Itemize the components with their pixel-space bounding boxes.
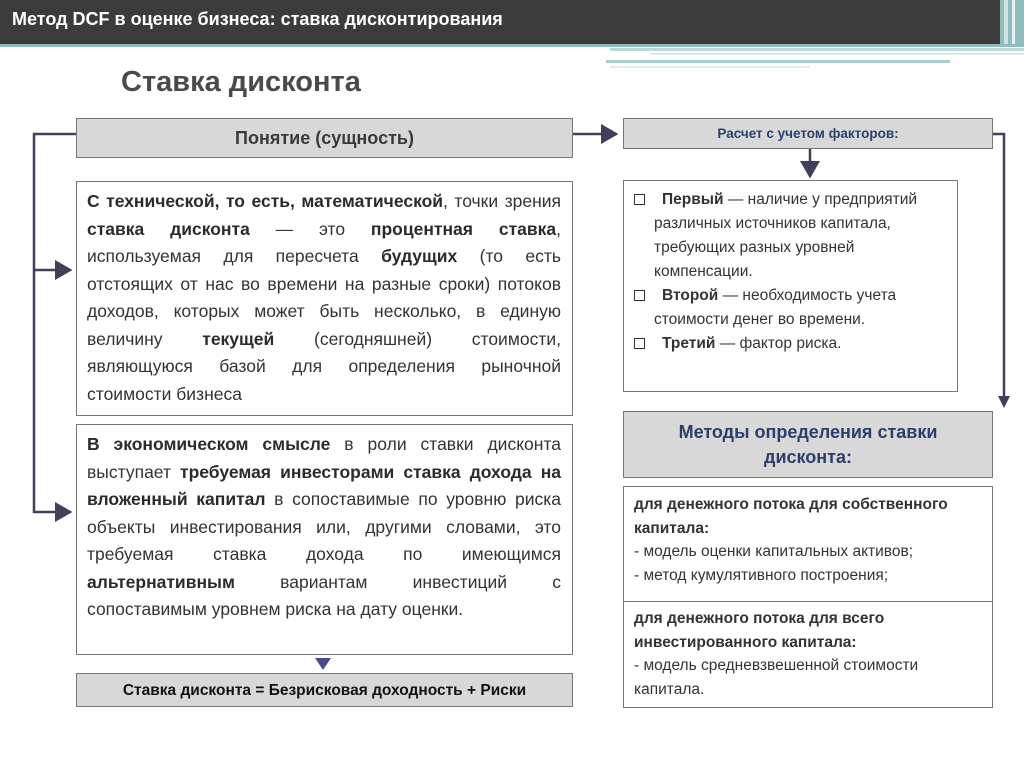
factor-item-third: Третий — фактор риска. [624, 332, 951, 356]
concept-box [76, 118, 573, 158]
methods-divider [624, 601, 992, 602]
methods-invested-line-1: - модель средневзвешенной стоимости капитала. [634, 657, 919, 698]
factors-header: Расчет с учетом факторов: [717, 126, 899, 141]
methods-list-box [623, 486, 993, 708]
economic-definition-box [76, 424, 573, 655]
factors-header-box [623, 118, 993, 149]
technical-definition-text: С технической, то есть, математической, точки зрения ставка дисконта — это процентная ставка, используемая для пересчета будущих (то есть отстоящих от нас во времени на разные сроки) потоков доходов, которых может быть несколько, в единую величину текущей (сегодняшней) стоимости, являющуюся базой для определения рыночной стоимости бизнеса [87, 191, 561, 404]
methods-equity-section [634, 493, 986, 587]
methods-invested-section [634, 607, 986, 701]
methods-header: Методы определения ставки дисконта: [678, 422, 938, 467]
arrow-to-methods [998, 396, 1010, 408]
factor-item-second: Второй — необходимость учета стоимости денег во времени. [624, 284, 951, 332]
formula-text: Ставка дисконта = Безрисковая доходность + Риски [122, 682, 527, 699]
factors-list-box [623, 180, 958, 392]
methods-invested-title: для денежного потока для всего инвестированного капитала: [634, 610, 885, 651]
methods-equity-line-1: - модель оценки капитальных активов; [634, 543, 913, 560]
arrow-to-formula [315, 658, 331, 670]
checkbox-bullet-icon [634, 194, 645, 205]
methods-equity-title: для денежного потока для собственного капитала: [634, 496, 948, 537]
checkbox-bullet-icon [634, 338, 645, 349]
slide-title: Ставка дисконта [121, 66, 361, 98]
checkbox-bullet-icon [634, 290, 645, 301]
economic-definition-text: В экономическом смысле в роли ставки дисконта выступает требуемая инвесторами ставка дохода на вложенный капитал в сопоставимые по уровню риска объекты инвестирования или, другими словами, это требуемая ставка дохода по имеющимся альтернативным вариантам инвестиций с сопоставимым уровнем риска на дату оценки. [87, 434, 561, 619]
header-title: Метод DCF в оценке бизнеса: ставка дисконтирования [12, 9, 503, 29]
factor-item-first: Первый — наличие у предприятий различных источников капитала, требующих разных уровней компенсации. [624, 188, 951, 284]
technical-definition-box [76, 181, 573, 416]
methods-equity-line-2: - метод кумулятивного построения; [634, 566, 889, 584]
formula-box [76, 673, 573, 707]
methods-header-box [623, 411, 993, 478]
concept-label: Понятие (сущность) [235, 128, 414, 148]
